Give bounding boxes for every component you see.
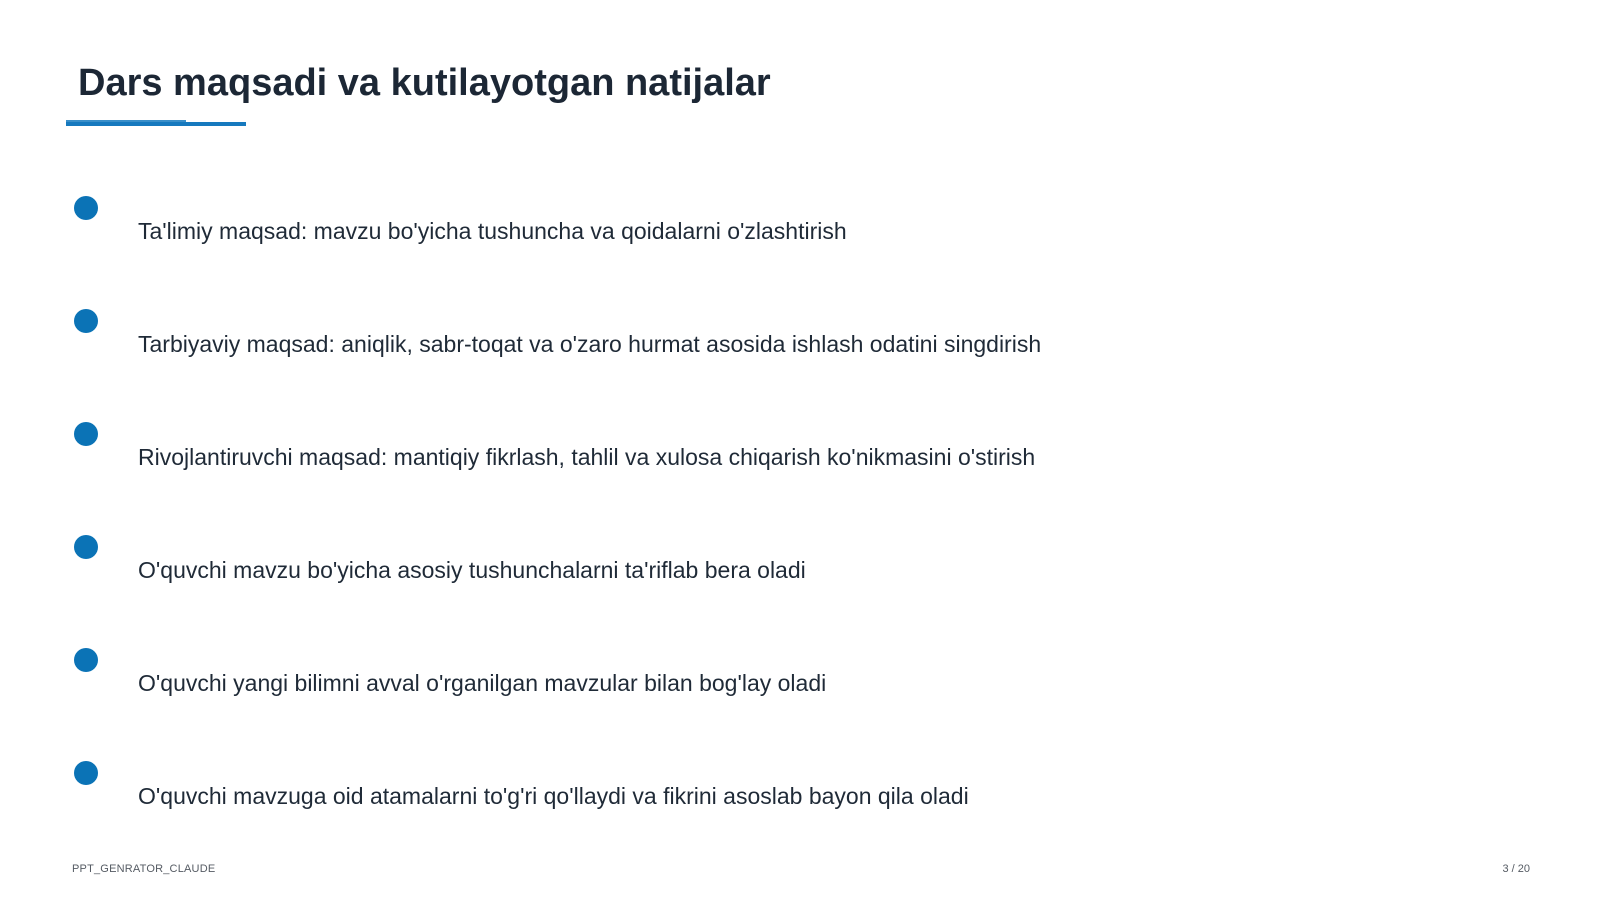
bullet-dot-icon — [74, 535, 98, 559]
footer-brand: PPT_GENRATOR_CLAUDE — [72, 863, 216, 875]
title-underline — [66, 122, 246, 126]
title-underline-accent — [66, 120, 186, 122]
page-number: 3 / 20 — [1502, 863, 1530, 875]
list-item — [0, 761, 1200, 821]
list-item — [0, 422, 1200, 482]
bullet-text: O'quvchi mavzuga oid atamalarni to'g'ri qo'llaydi va fikrini asoslab bayon qila oladi — [138, 783, 969, 809]
bullet-text: O'quvchi mavzu bo'yicha asosiy tushunchalarni ta'riflab bera oladi — [138, 557, 806, 583]
bullet-text: Ta'limiy maqsad: mavzu bo'yicha tushuncha va qoidalarni o'zlashtirish — [138, 218, 847, 244]
list-item — [0, 309, 1200, 369]
bullet-text: Tarbiyaviy maqsad: aniqlik, sabr-toqat va o'zaro hurmat asosida ishlash odatini singdirish — [138, 331, 1042, 357]
bullet-dot-icon — [74, 648, 98, 672]
bullet-dot-icon — [74, 761, 98, 785]
list-item — [0, 535, 1200, 595]
list-item — [0, 648, 1200, 708]
bullet-dot-icon — [74, 309, 98, 333]
bullet-text: O'quvchi yangi bilimni avval o'rganilgan mavzular bilan bog'lay oladi — [138, 670, 827, 696]
bullet-dot-icon — [74, 422, 98, 446]
list-item — [0, 196, 1200, 256]
bullet-text: Rivojlantiruvchi maqsad: mantiqiy fikrlash, tahlil va xulosa chiqarish ko'nikmasini o'stirish — [138, 444, 1036, 470]
slide-title: Dars maqsadi va kutilayotgan natijalar — [78, 62, 771, 104]
bullet-dot-icon — [74, 196, 98, 220]
